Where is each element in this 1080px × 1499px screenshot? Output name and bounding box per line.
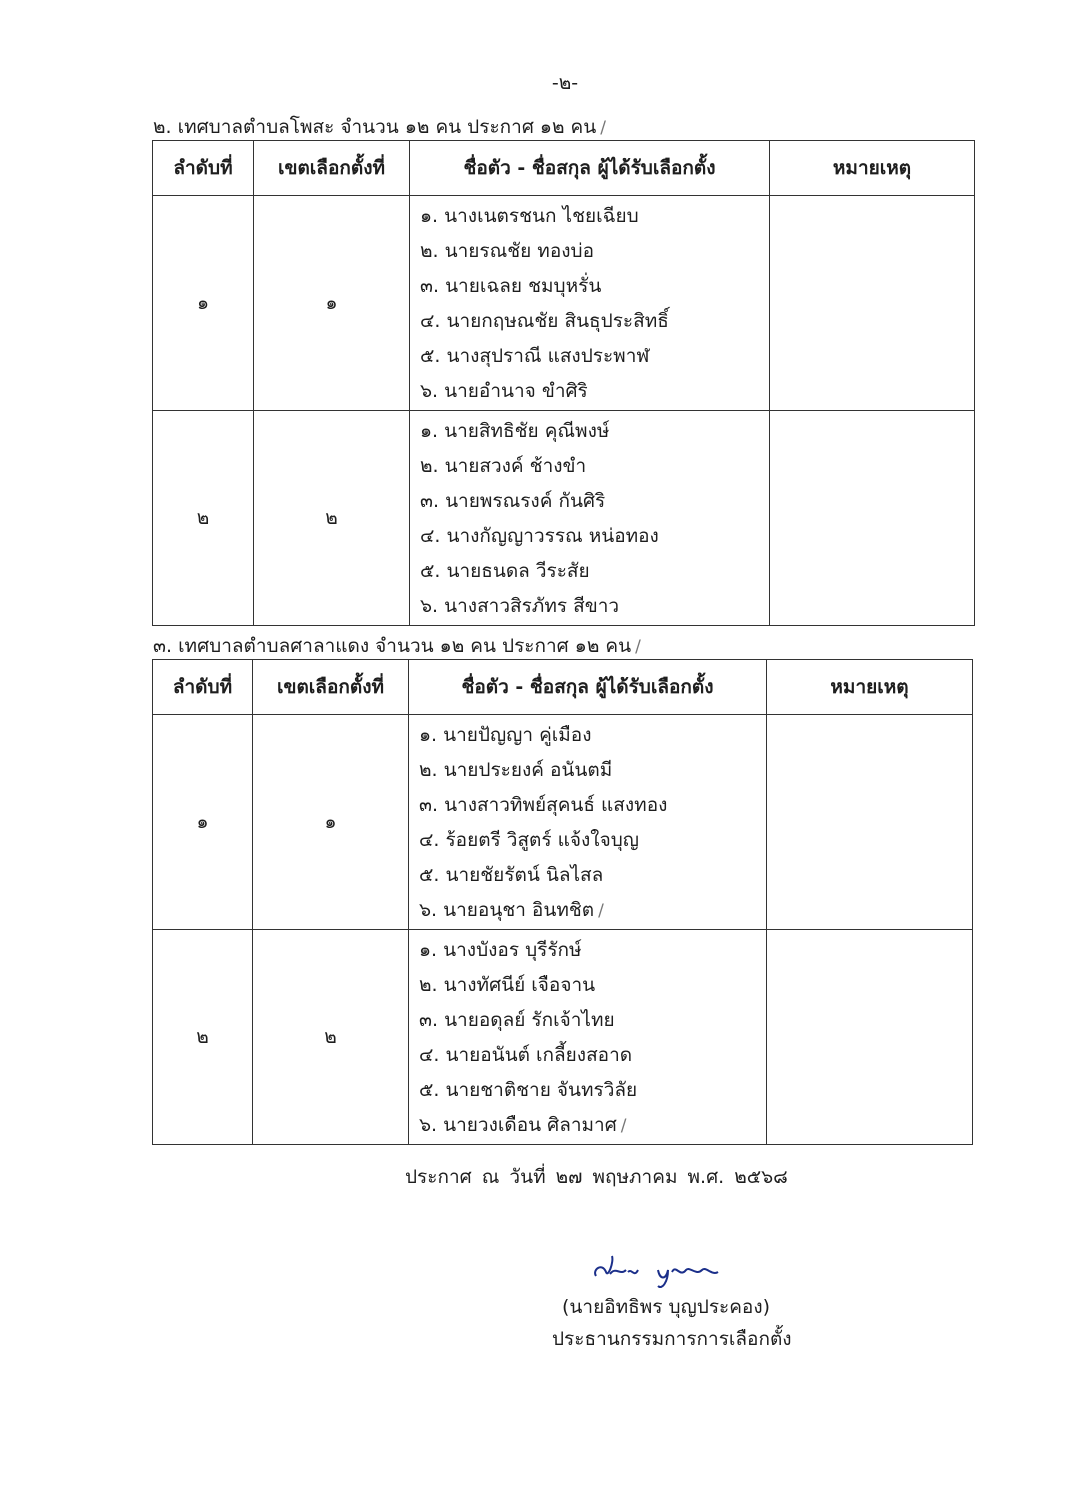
elected-name: ๒. นายประยงค์ อนันตมี [419,759,613,781]
elected-name: ๒. นายรณชัย ทองบ่อ [420,240,594,262]
table-header-row [153,141,975,196]
elected-name: ๑. นางเนตรชนก ไชยเฉียบ [420,205,639,227]
elected-name: ๓. นายอดุลย์ รักเจ้าไทย [419,1009,615,1031]
elected-name: ๕. นายธนดล วีระสัย [420,560,590,582]
section-title-saladaeng [153,631,641,661]
remark-cell [770,196,975,411]
remark-cell [770,411,975,626]
order-cell: ๑ [153,715,253,930]
page-number: -๒- [551,72,579,94]
elected-name: ๖. นายวงเดือน ศิลามาศ [419,1114,617,1136]
elected-name-with-check [419,1109,766,1144]
district-cell: ๑ [253,715,409,930]
results-table-saladaeng [152,659,973,1145]
names-cell [409,930,767,1145]
elected-name: ๕. นายชัยรัตน์ นิลไสล [419,864,604,886]
order-cell: ๑ [153,196,254,411]
elected-name-with-check [419,894,766,929]
remark-cell [767,715,973,930]
header-name: ชื่อตัว - ชื่อสกุล ผู้ได้รับเลือกตั้ง [410,141,770,196]
elected-name: ๖. นายอำนาจ ขำศิริ [420,380,588,402]
names-cell [410,196,770,411]
order-cell: ๒ [153,411,254,626]
elected-name: ๓. นายเฉลย ชมบุหรั่น [420,275,602,297]
check-mark-icon: / [620,1116,627,1136]
check-mark-icon: / [600,118,606,138]
section-title-text: ๓. เทศบาลตำบลศาลาแดง จำนวน ๑๒ คน ประกาศ ๑๒ คน [153,635,632,657]
elected-name: ๑. นายสิทธิชัย คุณีพงษ์ [420,420,610,442]
table-row [153,196,975,411]
header-district: เขตเลือกตั้งที่ [253,660,409,715]
elected-name: ๒. นายสวงค์ ช้างขำ [420,455,587,477]
header-remark: หมายเหตุ [770,141,975,196]
names-cell [410,411,770,626]
order-cell: ๒ [153,930,253,1145]
elected-name: ๔. นายกฤษณชัย สินธุประสิทธิ์ [420,310,669,332]
announcement-date: ประกาศ ณ วันที่ ๒๗ พฤษภาคม พ.ศ. ๒๕๖๘ [405,1166,788,1188]
elected-name: ๔. นางกัญญาวรรณ หน่อทอง [420,525,659,547]
elected-name: ๔. นายอนันต์ เกลี้ยงสอาด [419,1044,633,1066]
table-row [153,411,975,626]
remark-cell [767,930,973,1145]
check-mark-icon: / [635,637,641,657]
header-order: ลำดับที่ [153,141,254,196]
elected-name: ๓. นางสาวทิพย์สุคนธ์ แสงทอง [419,794,668,816]
table-row [153,930,973,1145]
results-table-posa [152,140,975,626]
elected-name: ๔. ร้อยตรี วิสูตร์ แจ้งใจบุญ [419,829,639,851]
elected-name: ๑. นายปัญญา คู่เมือง [419,724,592,746]
header-remark: หมายเหตุ [767,660,973,715]
header-order: ลำดับที่ [153,660,253,715]
elected-name: ๕. นายชาติชาย จันทรวิลัย [419,1079,638,1101]
check-mark-icon: / [598,901,604,921]
signer-title: ประธานกรรมการการเลือกตั้ง [552,1328,792,1350]
signature-icon [588,1252,738,1292]
elected-name: ๕. นางสุปราณี แสงประพาฬ [420,345,650,367]
district-cell: ๒ [253,930,409,1145]
elected-name: ๖. นายอนุชา อินทชิต [419,899,595,921]
names-cell [409,715,767,930]
header-name: ชื่อตัว - ชื่อสกุล ผู้ได้รับเลือกตั้ง [409,660,767,715]
table-row [153,715,973,930]
section-title-posa [153,112,606,142]
elected-name: ๖. นางสาวสิรภัทร สีขาว [420,595,620,617]
signer-name: (นายอิทธิพร บุญประคอง) [562,1296,771,1318]
elected-name: ๒. นางทัศนีย์ เจือจาน [419,974,596,996]
district-cell: ๒ [254,411,410,626]
header-district: เขตเลือกตั้งที่ [254,141,410,196]
district-cell: ๑ [254,196,410,411]
elected-name: ๓. นายพรณรงค์ กันศิริ [420,490,606,512]
table-header-row [153,660,973,715]
section-title-text: ๒. เทศบาลตำบลโพสะ จำนวน ๑๒ คน ประกาศ ๑๒ คน [153,116,597,138]
elected-name: ๑. นางบังอร บุรีรักษ์ [419,939,582,961]
